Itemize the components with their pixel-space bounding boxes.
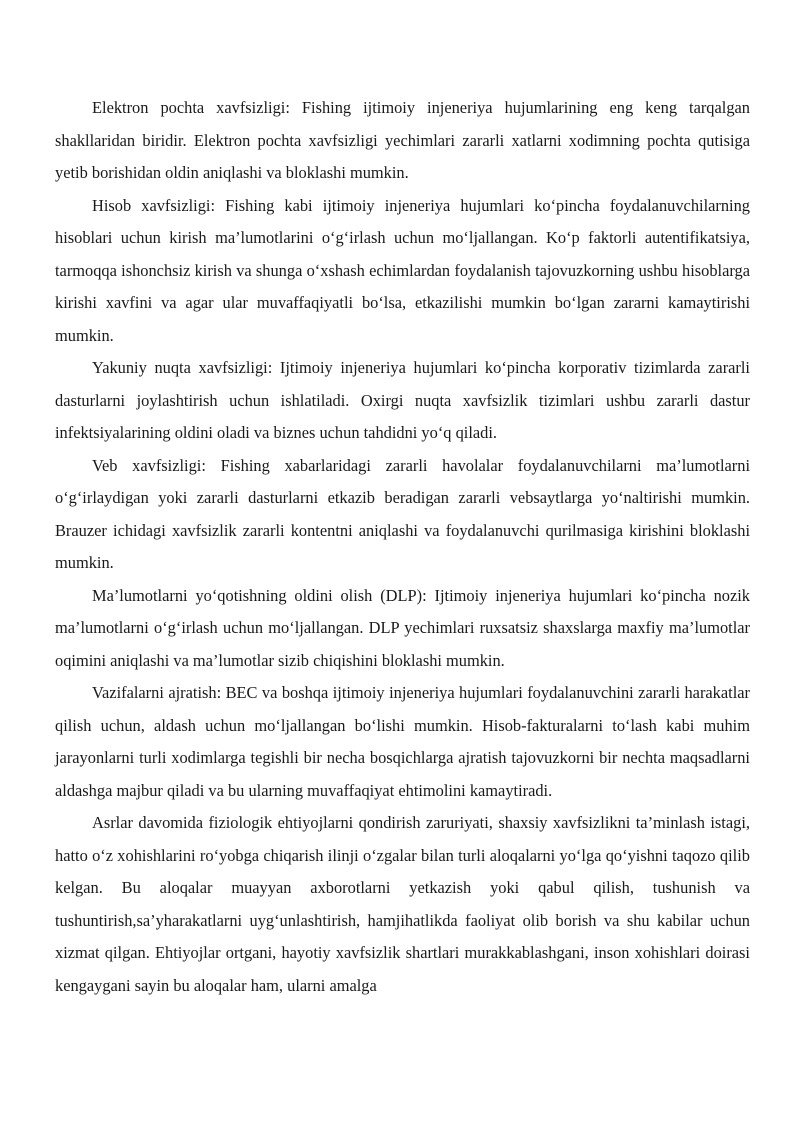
document-page (55, 92, 750, 1002)
paragraph-separation-of-duties: Vazifalarni ajratish: BEC va boshqa ijtimoiy injeneriya hujumlari foydalanuvchini zararli harakatlar qilish uchun, aldash uchun mo‘ljallangan bo‘lishi mumkin. Hisob-fakturalarni to‘lash kabi muhim jarayonlarni turli xodimlarga tegishli bir necha bosqichlarga ajratish tajovuzkorni bir nechta maqsadlarni aldashga majbur qiladi va bu ularning muvaffaqiyat ehtimolini kamaytiradi. (55, 683, 750, 800)
paragraph-endpoint-security: Yakuniy nuqta xavfsizligi: Ijtimoiy injeneriya hujumlari ko‘pincha korporativ tizimlarda zararli dasturlarni joylashtirish uchun ishlatiladi. Oxirgi nuqta xavfsizlik tizimlari ushbu zararli dastur infektsiyalarining oldini oladi va biznes uchun tahdidni yo‘q qiladi. (55, 358, 750, 442)
paragraph-communication-history: Asrlar davomida fiziologik ehtiyojlarni qondirish zaruriyati, shaxsiy xavfsizlikni ta’minlash istagi, hatto o‘z xohishlarini ro‘yobga chiqarish ilinji o‘zgalar bilan turli aloqalarni yo‘lga qo‘yishni taqozo qilib kelgan. Bu aloqalar muayyan axborotlarni yetkazish yoki qabul qilish, tushunish va tushuntirish,sa’yharakatlarni uyg‘unlashtirish, hamjihatlikda faoliyat olib borish va shu kabilar uchun xizmat qilgan. Ehtiyojlar ortgani, hayotiy xavfsizlik shartlari murakkablashgani, inson xohishlari doirasi kengaygani sayin bu aloqalar ham, ularni amalga (55, 813, 750, 995)
paragraph-account-security: Hisob xavfsizligi: Fishing kabi ijtimoiy injeneriya hujumlari ko‘pincha foydalanuvchilarning hisoblari uchun kirish ma’lumotlarini o‘g‘irlash uchun mo‘ljallangan. Ko‘p faktorli autentifikatsiya, tarmoqqa ishonchsiz kirish va shunga o‘xshash echimlardan foydalanish tajovuzkorning ushbu hisoblarga kirishi xavfini va agar ular muvaffaqiyatli bo‘lsa, etkazilishi mumkin bo‘lgan zararni kamaytirishi mumkin. (55, 195, 750, 345)
paragraph-email-security: Elektron pochta xavfsizligi: Fishing ijtimoiy injeneriya hujumlarining eng keng tarqalgan shakllaridan biridir. Elektron pochta xavfsizligi yechimlari zararli xatlarni xodimning pochta qutisiga yetib borishidan oldin aniqlashi va bloklashi mumkin. (55, 98, 750, 182)
paragraph-data-loss-prevention: Ma’lumotlarni yo‘qotishning oldini olish (DLP): Ijtimoiy injeneriya hujumlari ko‘pincha nozik ma’lumotlarni o‘g‘irlash uchun mo‘ljallangan. DLP yechimlari ruxsatsiz shaxslarga maxfiy ma’lumotlar oqimini aniqlashi va ma’lumotlar sizib chiqishini bloklashi mumkin. (55, 585, 750, 670)
paragraph-web-security: Veb xavfsizligi: Fishing xabarlaridagi zararli havolalar foydalanuvchilarni ma’lumotlarni o‘g‘irlaydigan yoki zararli dasturlarni etkazib beradigan zararli vebsaytlarga yo‘naltirishi mumkin. Brauzer ichidagi xavfsizlik zararli kontentni aniqlashi va foydalanuvchi qurilmasiga kirishini bloklashi mumkin. (55, 455, 750, 572)
